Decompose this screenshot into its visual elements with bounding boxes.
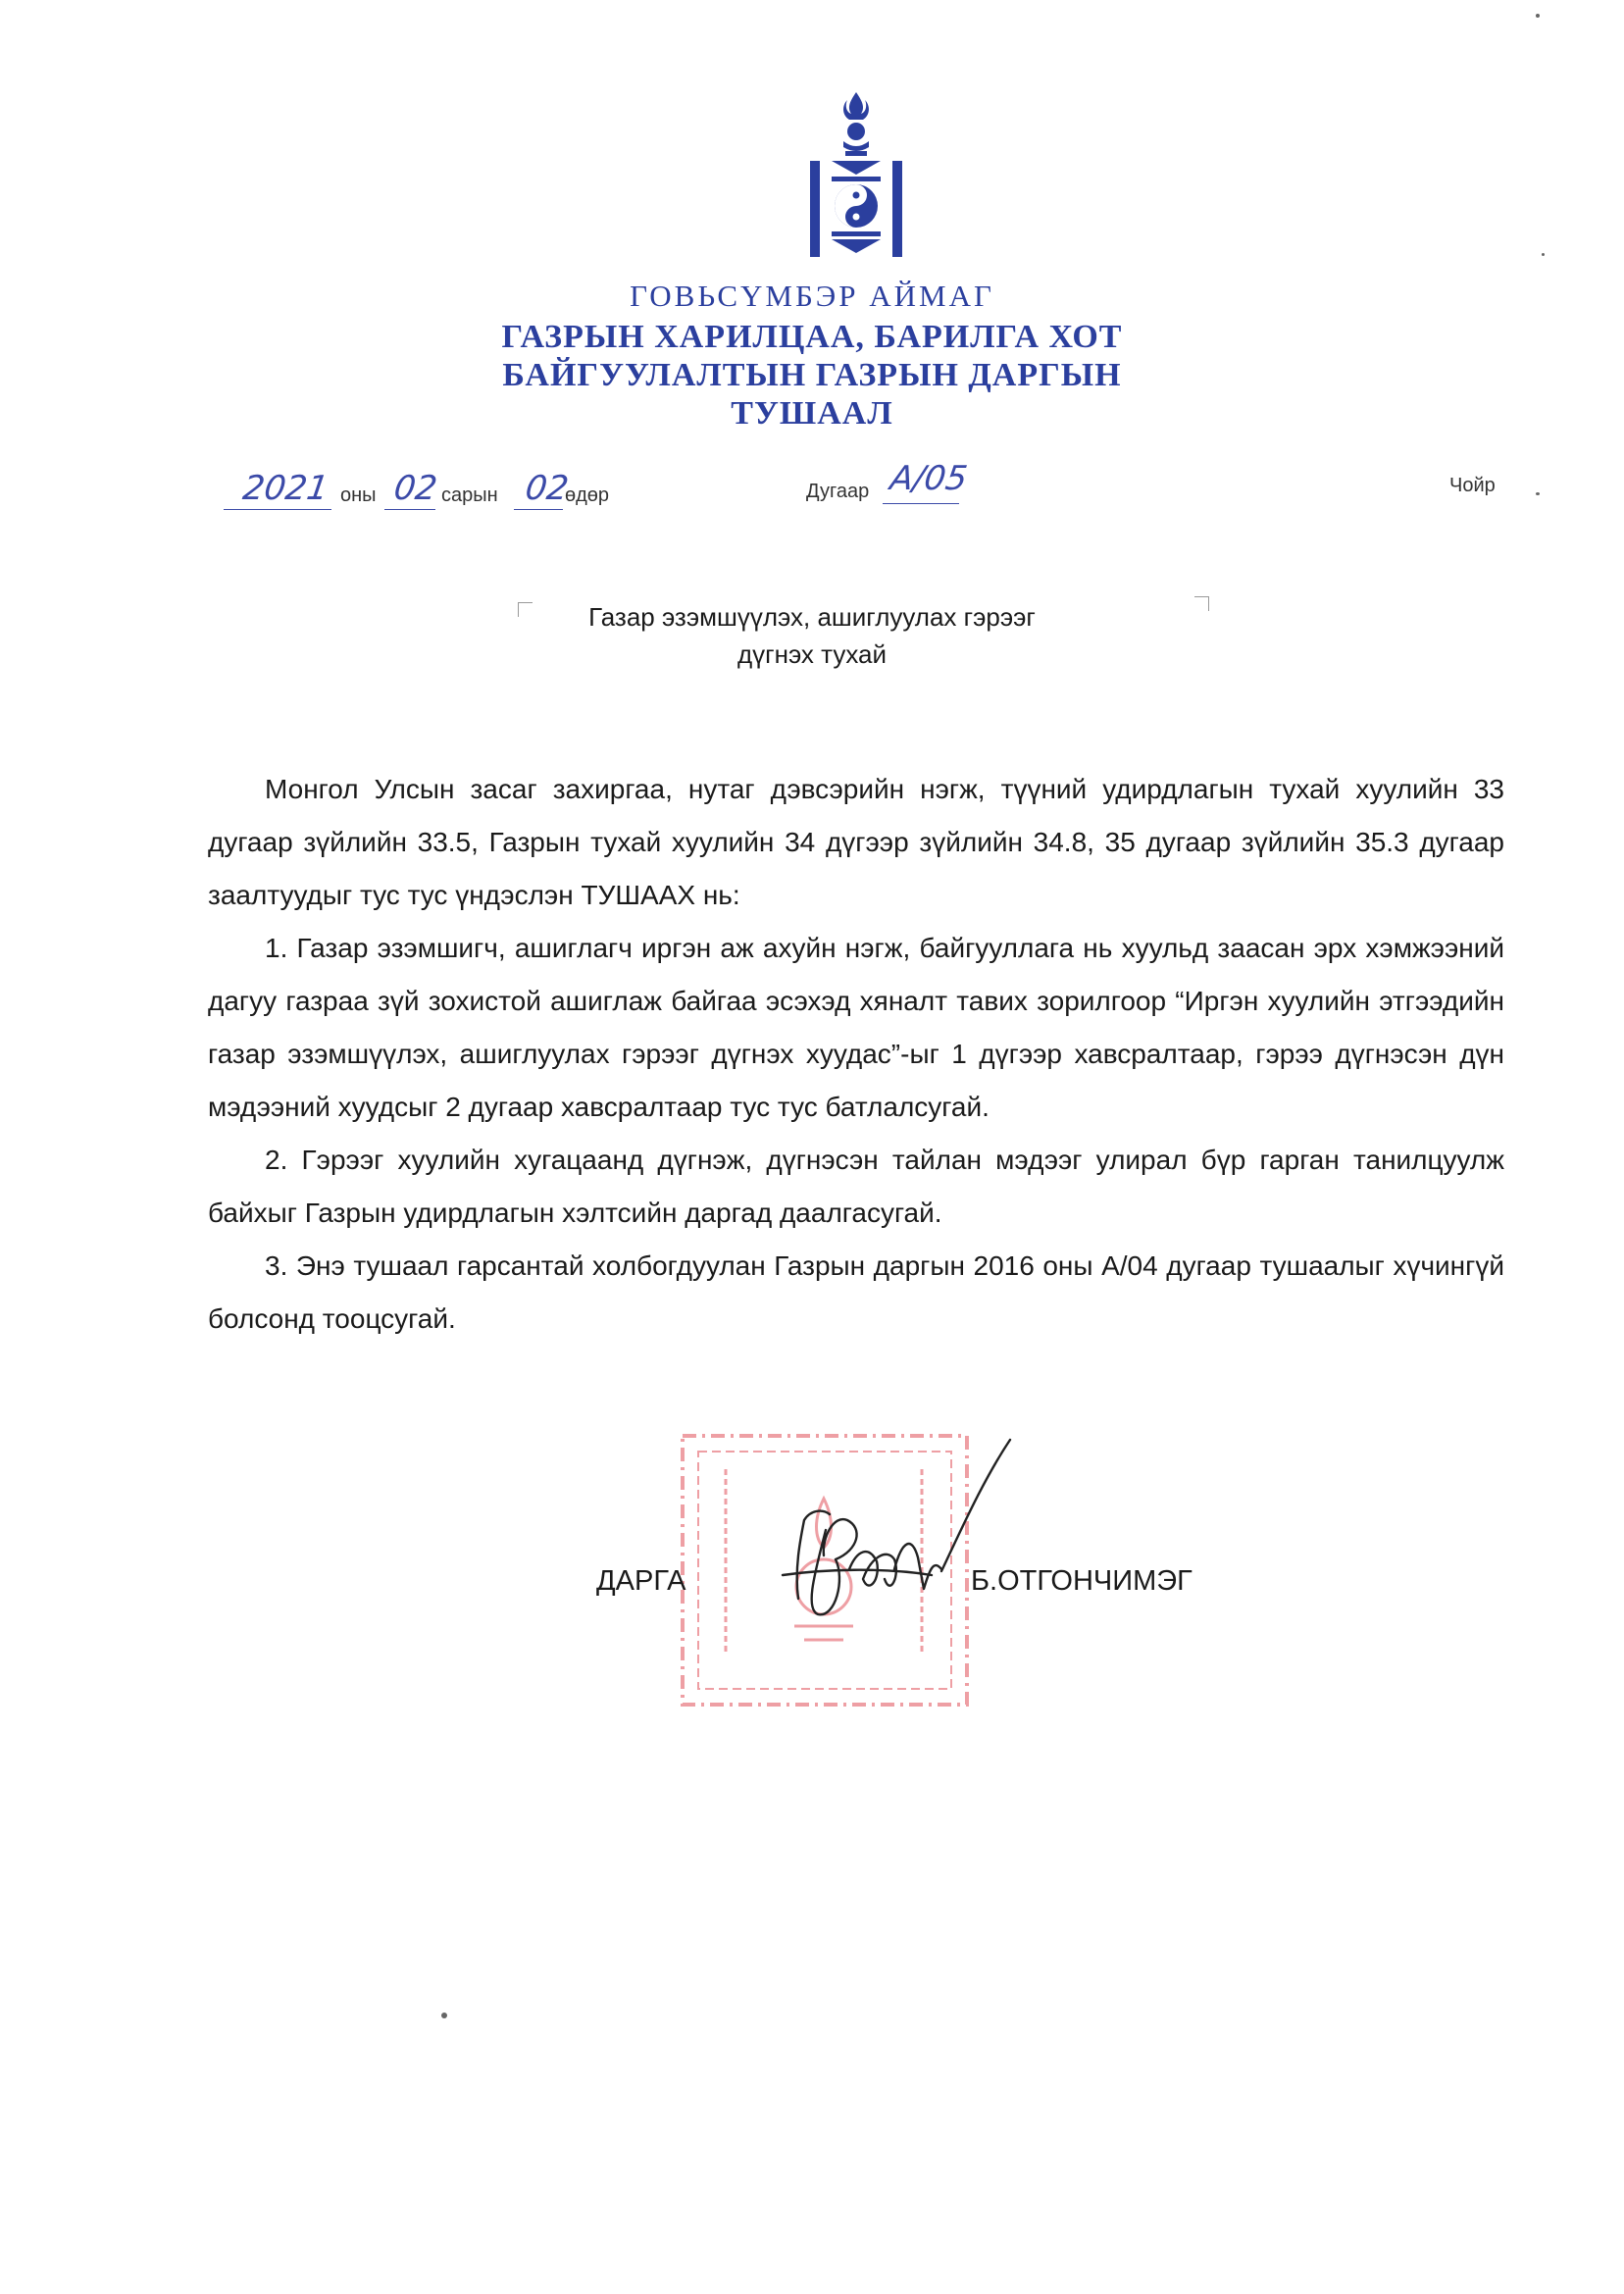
scan-speck [1536,492,1540,495]
body-item-1: 1. Газар эзэмшигч, ашиглагч иргэн аж ахуйн нэгж, байгууллага нь хуульд заасан эрх хэмжээний дагуу газраа зүй зохистой ашиглаж байгаа эсэхэд хяналт тавих зорилгоор “Иргэн хуулийн этгээдийн газар эзэмшүүлэх, ашиглуулах гэрээг дүгнэх хуудас”-ыг 1 дүгээр хавсралтаар, гэрээ дүгнэсэн дүн мэдээний хуудсыг 2 дугаар хавсралтаар тус тус батлалсугай. [208,933,1504,1122]
body-item-3: 3. Энэ тушаал гарсантай холбогдуулан Газрын даргын 2016 оны А/04 дугаар тушаалыг хүчингүй болсонд тооцсугай. [208,1250,1504,1334]
month-suffix: сарын [441,484,498,506]
subject-line2: дүгнэх тухай [736,639,888,669]
document-body [208,763,1504,1346]
date-month: 02 [391,469,440,508]
date-day: 02 [523,469,572,508]
scan-speck [1536,14,1540,18]
department-name-line1: ГАЗРЫН ХАРИЛЦАА, БАРИЛГА ХОТ [501,319,1123,355]
place-name: Чойр [1449,475,1496,496]
aimag-name: ГОВЬСҮМБЭР АЙМАГ [630,279,994,313]
day-suffix: өдөр [565,484,610,506]
date-year: 2021 [240,469,331,508]
document-subject [0,598,1624,673]
department-name [0,318,1624,433]
department-name-line2: БАЙГУУЛАЛТЫН ГАЗРЫН ДАРГЫН [502,357,1122,393]
scan-speck [1542,253,1545,256]
handwritten-signature [765,1422,1020,1648]
soyombo-emblem-icon [810,90,902,257]
body-item-2: 2. Гэрээг хуулийн хугацаанд дүгнэж, дүгнэсэн тайлан мэдээг улирал бүр гарган танилцуулж байхыг Газрын удирдлагын хэлтсийн даргад даалгасугай. [208,1145,1504,1228]
document-number: А/05 [888,459,970,498]
signatory-name: Б.ОТГОНЧИМЭГ [971,1565,1193,1597]
subject-line1: Газар эзэмшүүлэх, ашиглуулах гэрээг [588,602,1036,632]
year-suffix: оны [340,484,377,506]
body-intro: Монгол Улсын засаг захиргаа, нутаг дэвсэрийн нэгж, түүний удирдлагын тухай хуулийн 33 дугаар зүйлийн 33.5, Газрын тухай хуулийн 34 дүгээр зүйлийн 34.8, 35 дугаар зүйлийн 35.3 дугаар заалтуудыг тус тус үндэслэн ТУШААХ нь: [208,774,1504,910]
number-label: Дугаар [806,481,870,502]
scan-speck [441,2013,447,2018]
signatory-title: ДАРГА [596,1565,686,1597]
document-type: ТУШААЛ [731,395,893,432]
